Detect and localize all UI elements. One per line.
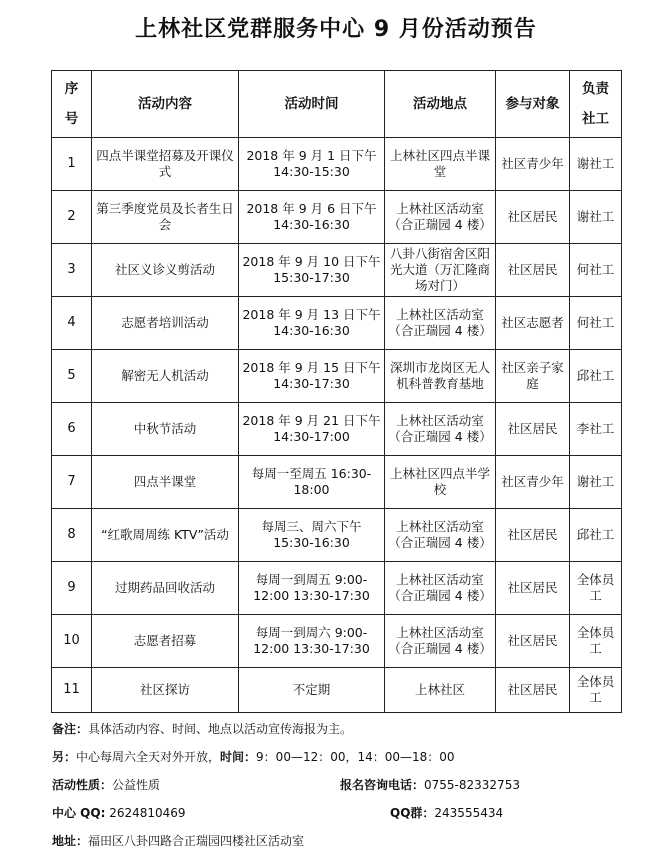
cell-no: 3 (52, 244, 92, 297)
cell-target: 社区居民 (496, 191, 570, 244)
table-row (52, 403, 622, 456)
table-row (52, 456, 622, 509)
cell-content: 志愿者招募 (92, 615, 239, 668)
table-row (52, 350, 622, 403)
cell-content: 第三季度党员及长者生日会 (92, 191, 239, 244)
phone-text: 0755-82332753 (424, 778, 520, 792)
cell-staff: 李社工 (570, 403, 622, 456)
cell-time: 2018 年 9 月 21 日下午 14:30-17:00 (239, 403, 385, 456)
cell-time: 每周三、周六下午 15:30-16:30 (239, 509, 385, 562)
time-text: 9：00—12：00，14：00—18：00 (256, 750, 455, 764)
qqgroup-line (390, 804, 503, 821)
cell-content: 解密无人机活动 (92, 350, 239, 403)
cell-time: 不定期 (239, 668, 385, 713)
qqgroup-label: QQ群： (390, 806, 435, 820)
cell-content: 四点半课堂 (92, 456, 239, 509)
cell-time: 2018 年 9 月 13 日下午 14:30-16:30 (239, 297, 385, 350)
cell-time: 每周一到周五 9:00-12:00 13:30-17:30 (239, 562, 385, 615)
table-row (52, 191, 622, 244)
header-no: 序 号 (52, 71, 92, 138)
cell-time: 2018 年 9 月 10 日下午 15:30-17:30 (239, 244, 385, 297)
header-place: 活动地点 (385, 71, 496, 138)
cell-target: 社区居民 (496, 562, 570, 615)
cell-staff: 全体员工 (570, 615, 622, 668)
cell-staff: 何社工 (570, 297, 622, 350)
cell-target: 社区居民 (496, 509, 570, 562)
cell-target: 社区青少年 (496, 138, 570, 191)
qq-text: 2624810469 (109, 806, 186, 820)
cell-no: 1 (52, 138, 92, 191)
cell-staff: 全体员工 (570, 668, 622, 713)
cell-no: 11 (52, 668, 92, 713)
header-staff: 负责 社工 (570, 71, 622, 138)
table-header-row (52, 71, 622, 138)
cell-time: 2018 年 9 月 15 日下午 14:30-17:30 (239, 350, 385, 403)
remark-label: 备注： (52, 722, 89, 736)
table-row (52, 509, 622, 562)
table-row (52, 138, 622, 191)
cell-place: 上林社区活动室（合正瑞园 4 楼） (385, 297, 496, 350)
time-label: 时间： (220, 750, 257, 764)
cell-staff: 谢社工 (570, 456, 622, 509)
cell-content: 四点半课堂招募及开课仪式 (92, 138, 239, 191)
cell-place: 上林社区 (385, 668, 496, 713)
cell-place: 八卦八街宿舍区阳光大道（万汇隆商场对门） (385, 244, 496, 297)
cell-place: 上林社区活动室（合正瑞园 4 楼） (385, 509, 496, 562)
cell-no: 10 (52, 615, 92, 668)
cell-no: 2 (52, 191, 92, 244)
remark-line (52, 720, 352, 737)
qqgroup-text: 243555434 (434, 806, 504, 820)
cell-staff: 全体员工 (570, 562, 622, 615)
cell-content: 志愿者培训活动 (92, 297, 239, 350)
header-content: 活动内容 (92, 71, 239, 138)
address-line (52, 832, 304, 849)
cell-content: 社区义诊义剪活动 (92, 244, 239, 297)
qq-line (52, 804, 186, 821)
cell-time: 每周一到周六 9:00-12:00 13:30-17:30 (239, 615, 385, 668)
cell-staff: 谢社工 (570, 191, 622, 244)
cell-time: 2018 年 9 月 6 日下午 14:30-16:30 (239, 191, 385, 244)
cell-target: 社区亲子家庭 (496, 350, 570, 403)
nature-text: 公益性质 (112, 778, 161, 792)
phone-label: 报名咨询电话： (340, 778, 425, 792)
other-label: 另： (52, 750, 77, 764)
cell-no: 9 (52, 562, 92, 615)
opening-hours-line (52, 748, 455, 765)
cell-place: 深圳市龙岗区无人机科普教育基地 (385, 350, 496, 403)
cell-staff: 邱社工 (570, 509, 622, 562)
cell-target: 社区青少年 (496, 456, 570, 509)
cell-place: 上林社区活动室（合正瑞园 4 楼） (385, 191, 496, 244)
cell-no: 6 (52, 403, 92, 456)
cell-target: 社区居民 (496, 615, 570, 668)
table-row (52, 668, 622, 713)
cell-target: 社区居民 (496, 668, 570, 713)
header-target: 参与对象 (496, 71, 570, 138)
other-text: 中心每周六全天对外开放， (76, 750, 221, 764)
cell-place: 上林社区活动室（合正瑞园 4 楼） (385, 403, 496, 456)
cell-content: “红歌周周练 KTV”活动 (92, 509, 239, 562)
cell-staff: 邱社工 (570, 350, 622, 403)
cell-content: 社区探访 (92, 668, 239, 713)
cell-content: 中秋节活动 (92, 403, 239, 456)
cell-place: 上林社区四点半学校 (385, 456, 496, 509)
cell-place: 上林社区活动室（合正瑞园 4 楼） (385, 562, 496, 615)
cell-place: 上林社区活动室（合正瑞园 4 楼） (385, 615, 496, 668)
cell-time: 每周一至周五 16:30-18:00 (239, 456, 385, 509)
remark-text: 具体活动内容、时间、地点以活动宣传海报为主。 (88, 722, 353, 736)
address-label: 地址： (52, 834, 89, 848)
cell-no: 8 (52, 509, 92, 562)
table-row (52, 297, 622, 350)
table-row (52, 244, 622, 297)
cell-place: 上林社区四点半课堂 (385, 138, 496, 191)
table-row (52, 615, 622, 668)
phone-line (340, 776, 520, 793)
page-title: 上林社区党群服务中心 9 月份活动预告 (135, 17, 537, 42)
cell-no: 4 (52, 297, 92, 350)
cell-target: 社区居民 (496, 244, 570, 297)
header-time: 活动时间 (239, 71, 385, 138)
cell-no: 7 (52, 456, 92, 509)
table-row (52, 562, 622, 615)
cell-target: 社区居民 (496, 403, 570, 456)
address-text: 福田区八卦四路合正瑞园四楼社区活动室 (88, 834, 305, 848)
nature-line (52, 776, 160, 793)
cell-staff: 谢社工 (570, 138, 622, 191)
nature-label: 活动性质： (52, 778, 113, 792)
cell-time: 2018 年 9 月 1 日下午 14:30-15:30 (239, 138, 385, 191)
cell-no: 5 (52, 350, 92, 403)
cell-staff: 何社工 (570, 244, 622, 297)
activity-table (51, 70, 622, 713)
cell-target: 社区志愿者 (496, 297, 570, 350)
qq-label: 中心 QQ: (52, 806, 106, 820)
cell-content: 过期药品回收活动 (92, 562, 239, 615)
